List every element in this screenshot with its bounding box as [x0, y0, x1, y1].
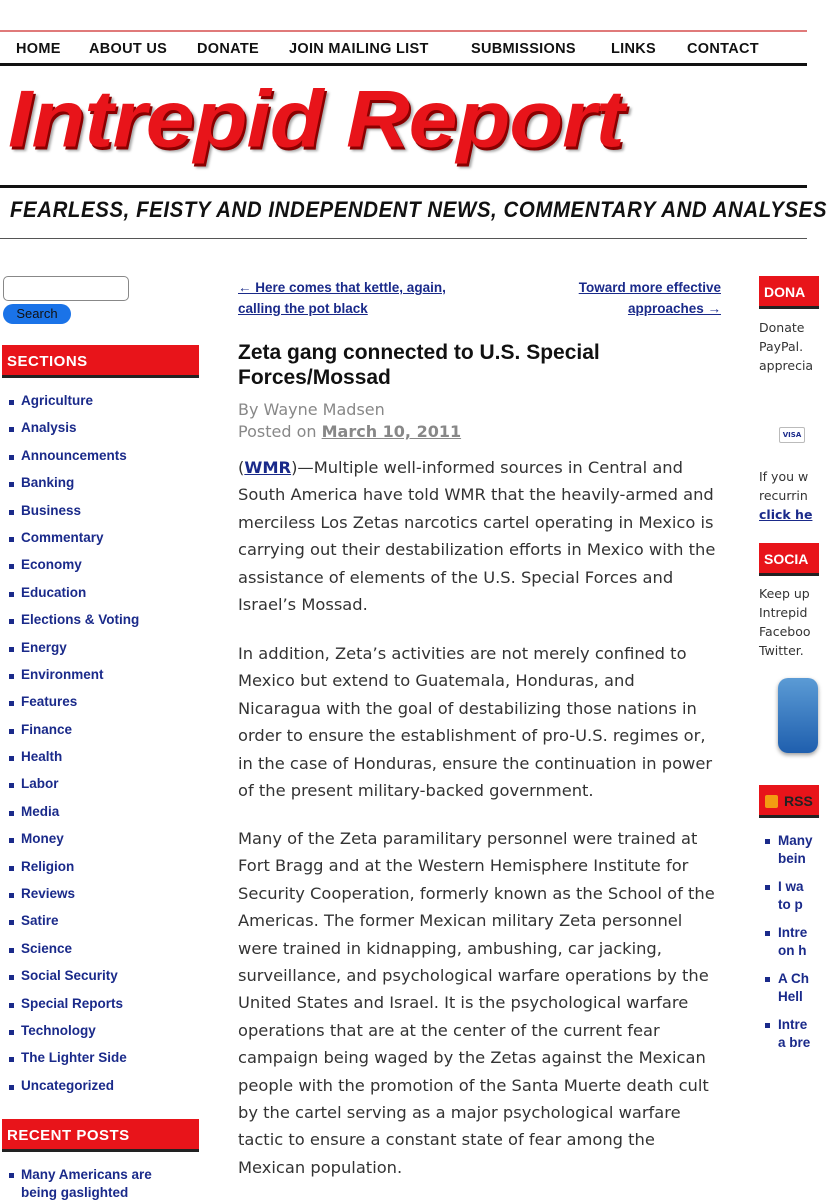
search-button[interactable]: Search — [3, 304, 71, 324]
rss-item[interactable]: I wa to p — [765, 878, 813, 924]
visa-card-icon: VISA — [779, 427, 805, 443]
rss-item[interactable]: Intre on h — [765, 924, 813, 970]
section-item[interactable]: Finance — [9, 722, 139, 749]
article-posted: Posted on March 10, 2011 — [238, 422, 462, 441]
search-input[interactable] — [3, 276, 129, 301]
recent-posts-heading: RECENT POSTS — [2, 1119, 199, 1152]
section-item[interactable]: Special Reports — [9, 996, 139, 1023]
section-item[interactable]: Education — [9, 585, 139, 612]
banner-rule — [0, 185, 807, 188]
article-paragraph-2: In addition, Zeta’s activities are not merely confined to Mexico but extend to Guatemala, Honduras, and Nicaragua with the goal of destabilizing those nations in order to ensure the establishment of pro-U.S. regimes or, in the case of Honduras, ensure the continuation in power of the present military-backed government. — [238, 644, 713, 801]
top-rule — [0, 30, 807, 32]
section-item[interactable]: Reviews — [9, 886, 139, 913]
donate-heading: DONA — [759, 276, 819, 309]
section-item[interactable]: Agriculture — [9, 393, 139, 420]
donate-text: Donate PayPal. apprecia — [759, 320, 814, 373]
section-item[interactable]: Media — [9, 804, 139, 831]
section-item[interactable]: Banking — [9, 475, 139, 502]
social-text: Keep up Intrepid Faceboo Twitter. — [759, 586, 811, 658]
site-tagline: FEARLESS, FEISTY AND INDEPENDENT NEWS, COMMENTARY AND ANALYSES — [10, 197, 827, 222]
facebook-icon[interactable] — [778, 678, 818, 753]
article-title: Zeta gang connected to U.S. Special Forces/Mossad — [238, 341, 600, 389]
section-item[interactable]: Announcements — [9, 448, 139, 475]
site-logo[interactable]: Intrepid Report — [8, 72, 624, 164]
section-item[interactable]: Environment — [9, 667, 139, 694]
article-paragraph-3: Many of the Zeta paramilitary personnel were trained at Fort Bragg and at the Western Hemisphere Institute for Security Cooperation, formerly known as the School of the Americas. The former Mexican military Zeta personnel were trained in kidnapping, ambushing, car jacking, surveillance, and psychological warfare operations by the United States and Israel. It is the psychological warfare operations that are at the center of the current fear campaign being waged by the Zetas against the Mexican people with the promotion of the Santa Muerte death cult by the cartel serving as a major psychological warfare tactic to ensure a constant state of fear among the Mexican population. — [238, 829, 715, 1177]
section-item[interactable]: Money — [9, 831, 139, 858]
rss-item[interactable]: Many bein — [765, 832, 813, 878]
sections-heading: SECTIONS — [2, 345, 199, 378]
nav-join-mailing-list[interactable]: JOIN MAILING LIST — [289, 41, 429, 57]
next-post-link[interactable]: Toward more effective approaches → — [578, 280, 721, 316]
site-banner — [0, 70, 827, 240]
section-item[interactable]: Business — [9, 503, 139, 530]
section-item[interactable]: Technology — [9, 1023, 139, 1050]
rss-feed-list — [765, 832, 813, 1062]
nav-contact[interactable]: CONTACT — [687, 41, 759, 57]
section-item[interactable]: Uncategorized — [9, 1078, 139, 1105]
section-item[interactable]: Labor — [9, 776, 139, 803]
recent-post-item[interactable]: Many Americans are being gaslighted — [9, 1166, 152, 1202]
nav-rule — [0, 63, 807, 66]
nav-links[interactable]: LINKS — [611, 41, 656, 57]
sections-list — [9, 393, 139, 1105]
section-item[interactable]: Science — [9, 941, 139, 968]
section-item[interactable]: Health — [9, 749, 139, 776]
section-item[interactable]: Energy — [9, 640, 139, 667]
section-item[interactable]: Features — [9, 694, 139, 721]
wmr-link[interactable]: WMR — [244, 458, 292, 477]
rss-heading: RSS — [759, 785, 819, 818]
article-date-link[interactable]: March 10, 2011 — [321, 422, 462, 441]
nav-home[interactable]: HOME — [16, 41, 61, 57]
section-item[interactable]: Religion — [9, 859, 139, 886]
previous-post-link[interactable]: ← Here comes that kettle, again, calling the pot black — [238, 280, 446, 316]
section-item[interactable]: The Lighter Side — [9, 1050, 139, 1077]
section-item[interactable]: Economy — [9, 557, 139, 584]
article-byline: By Wayne Madsen — [238, 400, 385, 419]
nav-about-us[interactable]: ABOUT US — [89, 41, 168, 57]
article-paragraph-1: (WMR)—Multiple well-informed sources in Central and South America have told WMR that the heavily-armed and merciless Los Zetas narcotics cartel operating in Mexico is carrying out their destabilization efforts in Mexico with the assistance of elements of the U.S. Special Forces and Israel’s Mossad. — [238, 458, 716, 615]
nav-submissions[interactable]: SUBMISSIONS — [471, 41, 576, 57]
section-item[interactable]: Analysis — [9, 420, 139, 447]
recurring-text: If you w recurrin click he — [759, 469, 813, 522]
rss-icon — [765, 795, 778, 808]
recent-posts-list — [9, 1166, 152, 1202]
section-item[interactable]: Satire — [9, 913, 139, 940]
banner-bottom-rule — [0, 238, 807, 239]
section-item[interactable]: Commentary — [9, 530, 139, 557]
nav-donate[interactable]: DONATE — [197, 41, 259, 57]
social-heading: SOCIA — [759, 543, 819, 576]
rss-item[interactable]: A Ch Hell — [765, 970, 813, 1016]
section-item[interactable]: Elections & Voting — [9, 612, 139, 639]
click-here-link[interactable]: click he — [759, 507, 813, 522]
rss-item[interactable]: Intre a bre — [765, 1016, 813, 1062]
main-nav — [0, 33, 807, 63]
section-item[interactable]: Social Security — [9, 968, 139, 995]
